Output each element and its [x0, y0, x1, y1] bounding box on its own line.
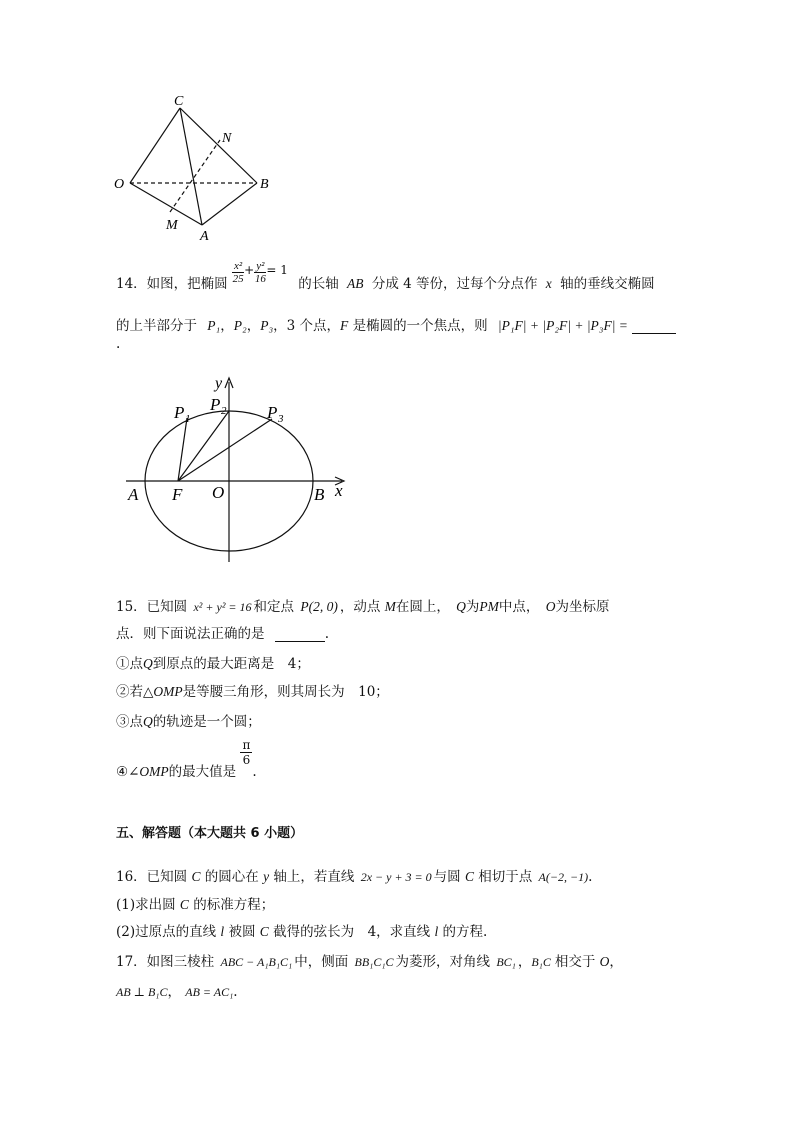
q15-answer-blank[interactable] — [275, 627, 325, 642]
q14-number: 14．如图，把椭圆 — [116, 276, 228, 292]
label-o: O — [212, 483, 225, 502]
edge-ab — [202, 183, 257, 225]
q14-answer-blank[interactable] — [632, 319, 676, 334]
label-b: B — [260, 177, 269, 192]
q17-line2: AB ⊥ B₁C， AB = AC₁. — [116, 984, 238, 1000]
q16-line1: 16．已知圆 C 的圆心在 y 轴上，若直线 2x − y + 3 = 0 与圆 C 相切于点 A(−2, −1). — [116, 869, 593, 885]
q14-frac-x: $\frac{\text{x²}}{25}$ — [232, 260, 244, 285]
q14-line1: 14．如图，把椭圆 $\frac{\text{x²}}{25}$ + $\frac{\text{y²}}{16}$ = 1 的长轴 AB 分成 4 等份，过每个分点作 x 轴的垂线交椭圆 — [116, 260, 655, 292]
label-m: M — [166, 218, 178, 233]
q15-option-2: ②若△OMP是等腰三角形，则其周长为 10； — [116, 684, 389, 700]
q14-trailing-dot: . — [116, 336, 121, 352]
label-p3-sub: 3 — [278, 413, 284, 425]
label-o: O — [114, 177, 125, 192]
edge-co — [130, 108, 180, 183]
q15-option-4: ④∠OMP的最大值是 $\frac{\pi}{6}$ . — [116, 738, 257, 780]
label-a: A — [128, 485, 139, 504]
q14-expression: |P₁F| + |P₂F| + |P₃F| = — [497, 318, 628, 333]
q17-line1: 17．如图三棱柱 ABC − A₁B₁C₁ 中，侧面 BB₁C₁C 为菱形，对角线 BC₁ ，B₁C 相交于 O， — [116, 954, 623, 970]
tetrahedron-figure — [110, 90, 280, 245]
segment-p3f — [178, 419, 272, 481]
q16-sub1: (1)求出圆 C 的标准方程； — [116, 897, 275, 913]
section-heading: 五、解答题（本大题共 6 小题） — [116, 826, 304, 841]
label-b: B — [314, 485, 325, 504]
label-p1: P — [174, 403, 185, 422]
segment-p1f — [178, 418, 187, 481]
label-p2: P — [210, 395, 221, 414]
label-p1-sub: 1 — [185, 413, 191, 425]
label-n: N — [222, 131, 232, 146]
q15-option-3: ③点Q的轨迹是一个圆； — [116, 714, 261, 730]
label-y: y — [215, 375, 223, 392]
q15-line1: 15．已知圆 x² + y² = 16 和定点 P(2, 0) ，动点 M在圆上， Q为PM中点， O为坐标原 — [116, 599, 610, 615]
label-p3: P — [267, 403, 278, 422]
q14-line2: 的上半部分于 P₁，P₂，P₃，3 个点，F 是椭圆的一个焦点，则 |P₁F| + |P₂F| + |P₃F| = — [116, 314, 676, 334]
q16-sub2: (2)过原点的直线 l 被圆 C 截得的弦长为 4，求直线 l 的方程. — [116, 924, 488, 940]
q15-line2: 点．则下面说法正确的是 . — [116, 626, 330, 642]
label-x: x — [335, 481, 343, 500]
label-f: F — [172, 485, 183, 504]
q15-option-1: ①点Q到原点的最大距离是 4； — [116, 656, 310, 672]
label-c: C — [174, 94, 184, 109]
q14-frac-y: $\frac{\text{y²}}{16}$ — [254, 260, 266, 285]
label-a: A — [200, 229, 209, 244]
segment-mn-hidden — [170, 140, 220, 212]
label-p2-sub: 2 — [221, 405, 227, 417]
ellipse-figure — [120, 372, 360, 567]
q15-frac-pi-6: $\frac{\pi}{6}$ — [242, 738, 251, 767]
